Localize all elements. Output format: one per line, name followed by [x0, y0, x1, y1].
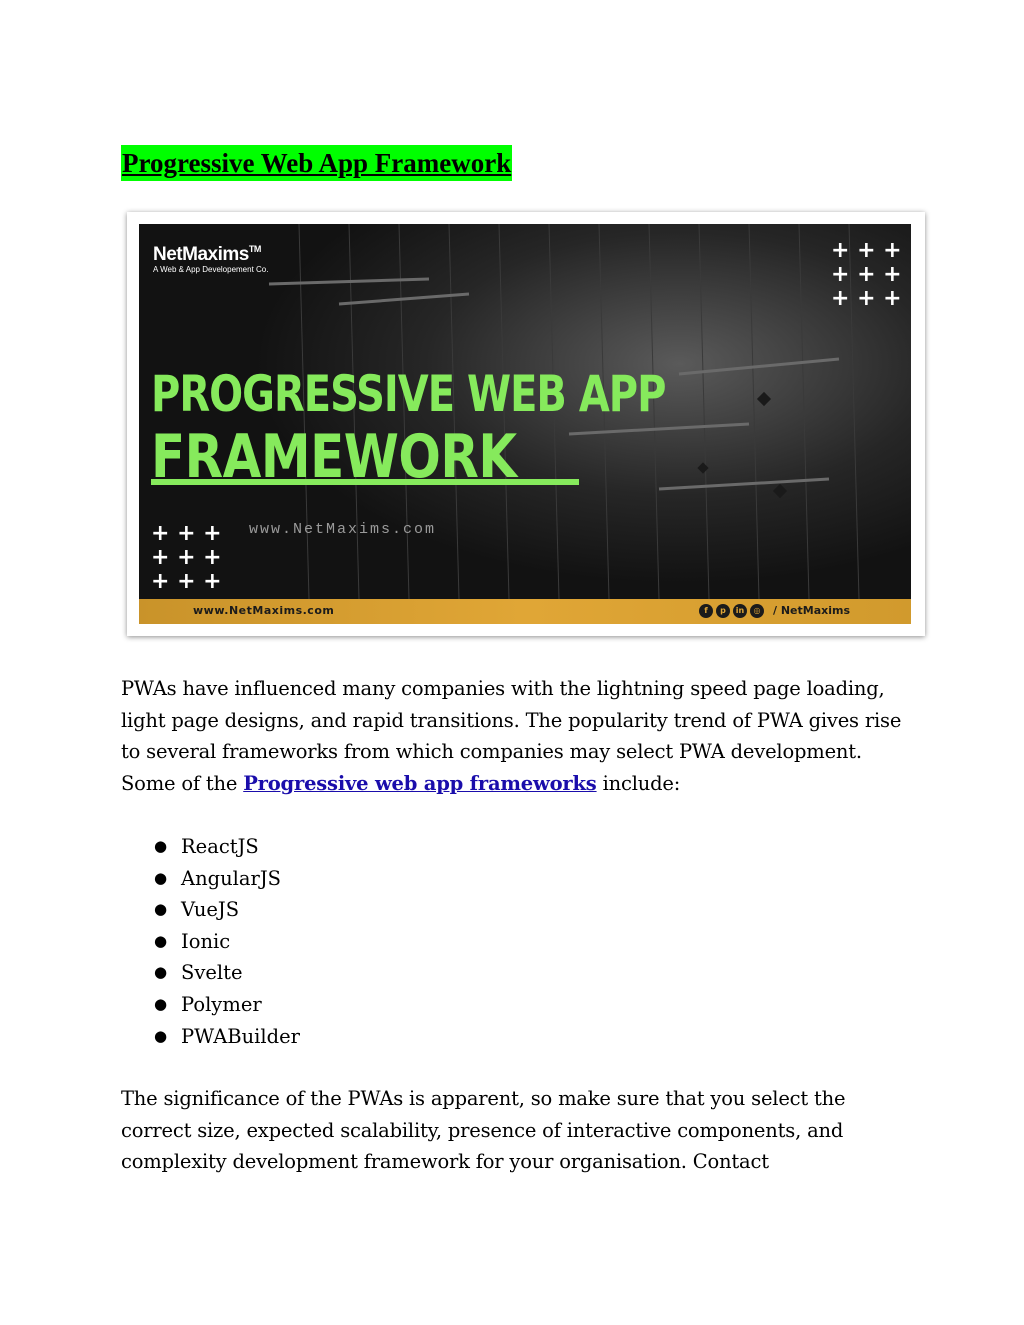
- page-title: Progressive Web App Framework: [121, 145, 512, 181]
- intro-text-end: include:: [596, 771, 681, 795]
- list-item: ● ReactJS: [121, 831, 300, 863]
- banner-headline-line1: PROGRESSIVE WEB APP: [151, 366, 666, 424]
- intro-text: PWAs have influenced many companies with the lightning speed page loading, light page designs, and rapid transitions. The popularity trend of PWA gives rise to several frameworks from which companies may select PWA development. Some of the: [121, 677, 902, 795]
- list-item: ● AngularJS: [121, 863, 300, 895]
- pinterest-icon: p: [716, 604, 730, 618]
- frameworks-list: [121, 831, 300, 1052]
- banner-center-url: www.NetMaxims.com: [249, 521, 437, 538]
- list-item: ● VueJS: [121, 894, 300, 926]
- netmaxims-logo: NetMaxims™: [153, 244, 261, 265]
- list-item: ● Ionic: [121, 926, 300, 958]
- svg-text:+ + +: + + +: [831, 286, 902, 311]
- svg-text:+ + +: + + +: [151, 521, 222, 546]
- pwa-frameworks-link[interactable]: Progressive web app frameworks: [243, 771, 597, 795]
- bullet-icon: ●: [154, 1026, 168, 1045]
- banner-image: [139, 224, 911, 624]
- facebook-icon: f: [699, 604, 713, 618]
- bullet-icon: ●: [154, 931, 168, 950]
- banner-footer-bar: [139, 599, 911, 624]
- svg-text:+ + +: + + +: [151, 569, 222, 594]
- banner-headline-line2: FRAMEWORK: [151, 422, 517, 492]
- list-item: ● Svelte: [121, 957, 300, 989]
- logo-tagline: A Web & App Developement Co.: [153, 265, 269, 274]
- closing-paragraph: The significance of the PWAs is apparent, so make sure that you select the correct size, expected scalability, presence of interactive components, and complexity development framework for your organisation. Contact: [121, 1087, 846, 1173]
- bullet-icon: ●: [154, 868, 168, 887]
- intro-paragraph: [121, 673, 921, 799]
- bullet-icon: ●: [154, 900, 168, 919]
- banner-footer-handle: / NetMaxims: [773, 604, 851, 617]
- list-item: ● PWABuilder: [121, 1021, 300, 1053]
- instagram-icon: ◎: [750, 604, 764, 618]
- list-item: ● Polymer: [121, 989, 300, 1021]
- bullet-icon: ●: [154, 837, 168, 855]
- social-icons: [699, 604, 764, 618]
- svg-text:+ + +: + + +: [831, 238, 902, 263]
- linkedin-icon: in: [733, 604, 747, 618]
- bullet-icon: ●: [154, 963, 168, 982]
- svg-text:+ + +: + + +: [151, 545, 222, 570]
- svg-text:+ + +: + + +: [831, 262, 902, 287]
- banner-footer-url: www.NetMaxims.com: [193, 604, 335, 617]
- banner-image-frame: [127, 212, 925, 636]
- bullet-icon: ●: [154, 994, 168, 1013]
